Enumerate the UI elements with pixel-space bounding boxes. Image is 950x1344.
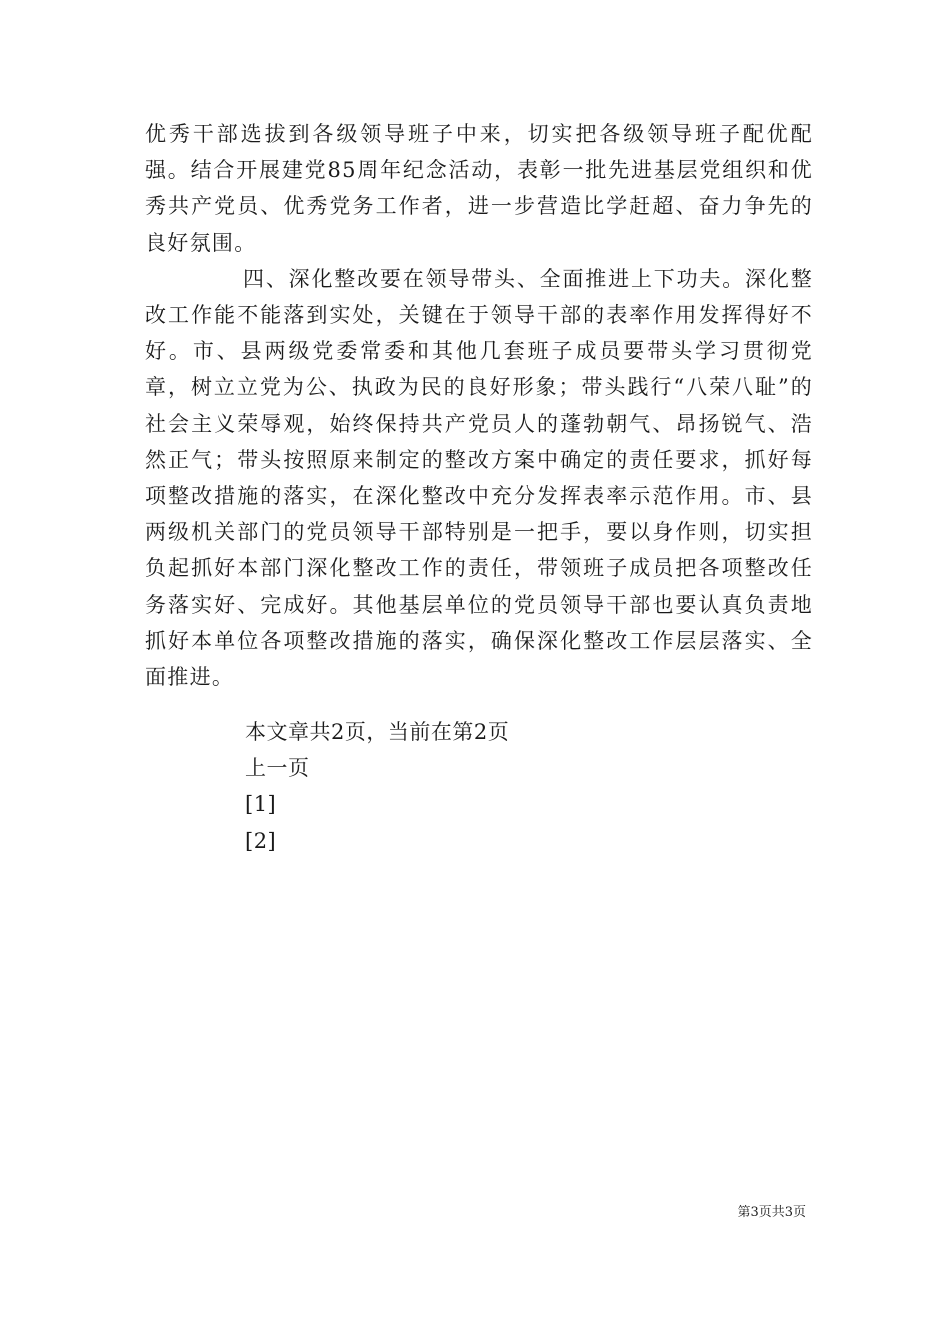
page-link-1[interactable]: [1]: [245, 792, 277, 817]
paragraph-section-four: 四、深化整改要在领导带头、全面推进上下功夫。深化整改工作能不能落到实处，关键在于领导干部的表率作用发挥得好不好。市、县两级党委常委和其他几套班子成员要带头学习贯彻党章，树立立党为公、执政为民的良好形象；带头践行“八荣八耻”的社会主义荣辱观，始终保持共产党员人的蓬勃朝气、昂扬锐气、浩然正气；带头按照原来制定的整改方案中确定的责任要求，抓好每项整改措施的落实，在深化整改中充分发挥表率示范作用。市、县两级机关部门的党员领导干部特别是一把手，要以身作则，切实担负起抓好本部门深化整改工作的责任，带领班子成员把各项整改任务落实好、完成好。其他基层单位的党员领导干部也要认真负责地抓好本单位各项整改措施的落实，确保深化整改工作层层落实、全面推进。: [145, 266, 813, 690]
previous-page-link[interactable]: 上一页: [245, 756, 310, 781]
page-number-footer: 第3页共3页: [737, 1205, 806, 1220]
article-body: [145, 116, 813, 695]
pagination-block: [245, 714, 509, 859]
pagination-summary: 本文章共2页，当前在第2页: [245, 720, 510, 744]
page-link-2[interactable]: [2]: [245, 828, 277, 853]
paragraph-continuation: 优秀干部选拔到各级领导班子中来，切实把各级领导班子配优配强。结合开展建党85周年纪念活动，表彰一批先进基层党组织和优秀共产党员、优秀党务工作者，进一步营造比学赶超、奋力争先的良好氛围。: [145, 122, 813, 255]
